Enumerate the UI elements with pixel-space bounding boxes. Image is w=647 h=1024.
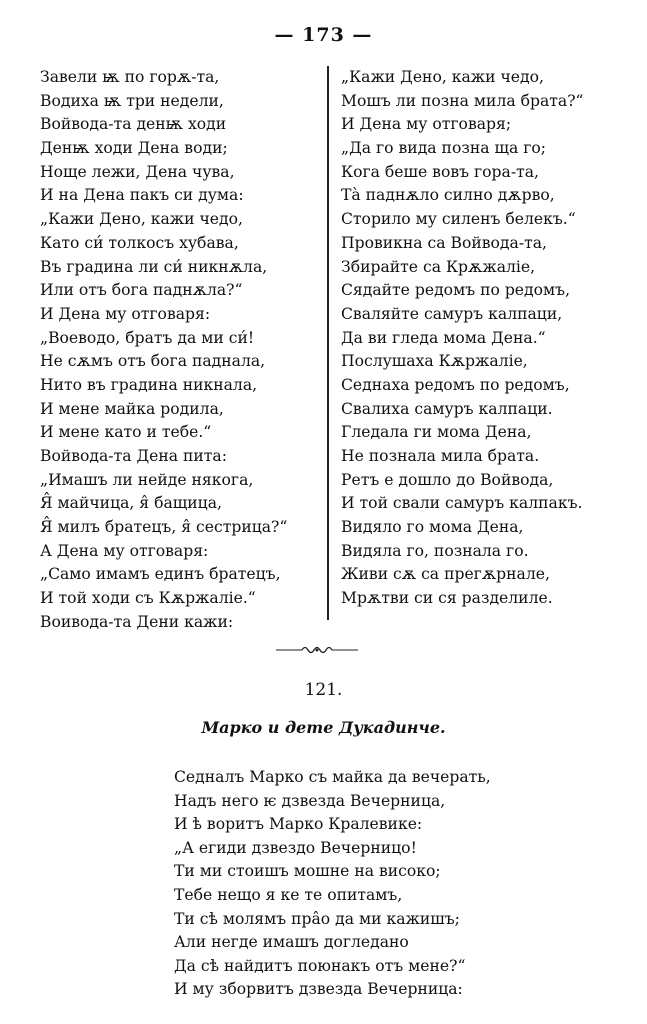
verse-line: Свалиха самуръ калпаци. — [341, 399, 553, 418]
verse-line: „Кажи Дено, кажи чедо, — [341, 68, 544, 86]
verse-line: Мрѫтви си ся разделиле. — [341, 589, 553, 608]
verse-line: Да ви гледа мома Дена.“ — [341, 328, 546, 347]
poem-line: Тебе нещо я ке те опитамъ, — [174, 885, 403, 904]
poem-line: И ѣ воритъ Марко Кралевике: — [174, 815, 423, 834]
verse-line: А Дена му отговаря: — [40, 541, 209, 560]
verse-line: Или отъ бога паднѫла?“ — [40, 281, 243, 300]
left-column — [40, 66, 320, 635]
verse-line: Збирайте са Крѫжаліе, — [341, 257, 536, 276]
verse-line: И той ходи съ Кѫржаліе.“ — [40, 589, 256, 608]
verse-line: Сядайте редомъ по редомъ, — [341, 281, 571, 300]
verse-line: „Воеводо, братъ да ми си́! — [40, 328, 255, 347]
verse-line: Я̂ милъ братецъ, я̂ сестрица?“ — [40, 518, 288, 537]
right-column — [341, 66, 631, 611]
poem-line: Седналъ Марко съ майка да вечерать, — [174, 768, 491, 786]
poem-body — [172, 766, 612, 1002]
verse-line: Сваляйте самуръ калпаци, — [341, 304, 563, 323]
verse-line: Не познала мила брата. — [341, 447, 540, 465]
column-divider — [327, 66, 329, 620]
verse-line: Войвода-та денѭ ходи — [40, 115, 227, 134]
verse-line: „Кажи Дено, кажи чедо, — [40, 210, 243, 229]
poem-line: „А егиди дзвездо Вечерницо! — [174, 838, 417, 857]
verse-line: Ноще лежи, Дена чува, — [40, 162, 235, 181]
verse-line: Гледала ги мома Дена, — [341, 423, 532, 442]
verse-line: Тà паднѫло силно дѫрво, — [341, 186, 555, 205]
poem-line: Да сѣ найдитъ поюнакъ отъ мене?“ — [174, 956, 466, 975]
verse-line: И мене като и тебе.“ — [40, 423, 212, 442]
verse-line: Нито въ градина никнала, — [40, 375, 258, 394]
verse-line: Въ градина ли си́ никнѫла, — [40, 257, 268, 276]
verse-line: Не сѫмъ отъ бога паднала, — [40, 352, 266, 371]
verse-line: Като си́ толкосъ хубава, — [40, 233, 239, 252]
verse-line: Я̂ майчица, я̂ бащица, — [40, 494, 222, 513]
verse-line: „Имашъ ли нейде някога, — [40, 470, 254, 489]
verse-line: И той свали самуръ калпакъ. — [341, 494, 583, 513]
verse-line: Седнаха редомъ по редомъ, — [341, 375, 570, 394]
poem-line: Ти сѣ молямъ пра̂о да ми кажишъ; — [174, 909, 460, 928]
verse-line: Завели ѭ по горѫ-та, — [40, 68, 220, 86]
poem-number: 121. — [304, 680, 343, 700]
poem-line: И му зборвитъ дзвезда Вечерница: — [174, 980, 463, 999]
poem-title: Марко и дете Дукадинче. — [201, 718, 446, 737]
verse-line: И мене майка родила, — [40, 399, 224, 418]
verse-line: Живи сѫ са прегѫрнале, — [341, 565, 550, 584]
poem-line: Али негде имашъ догледано — [174, 933, 409, 952]
verse-line: И Дена му отговаря: — [40, 304, 211, 323]
verse-line: „Да го вида позна ща го; — [341, 139, 547, 158]
verse-line: „Само имамъ единъ братецъ, — [40, 565, 281, 584]
verse-line: Видяла го, познала го. — [341, 541, 529, 560]
ornament-divider — [274, 642, 360, 658]
page-number: — 173 — — [274, 24, 373, 46]
verse-line: Денѭ ходи Дена води; — [40, 139, 228, 158]
verse-line: Кога беше вовъ гора-та, — [341, 162, 539, 181]
verse-line: Сторило му силенъ белекъ.“ — [341, 210, 576, 229]
verse-line: И на Дена пакъ си дума: — [40, 186, 244, 205]
poem-line: Надъ него ѥ дзвезда Вечерница, — [174, 791, 446, 810]
verse-line: И Дена му отговаря; — [341, 115, 512, 134]
verse-line: Послушаха Кѫржаліе, — [341, 352, 528, 371]
verse-line: Видяло го мома Дена, — [341, 518, 524, 537]
verse-line: Водиха ѭ три недели, — [40, 91, 224, 110]
verse-line: Войвода-та Дена пита: — [40, 447, 227, 465]
poem-line: Ти ми стоишъ мошне на високо; — [174, 862, 441, 881]
verse-line: Ретъ е дошло до Войвода, — [341, 470, 554, 489]
verse-line: Мошъ ли позна мила брата?“ — [341, 91, 584, 110]
verse-line: Воивода-та Дени кажи: — [40, 612, 234, 631]
verse-line: Провикна са Войвода-та, — [341, 233, 547, 252]
